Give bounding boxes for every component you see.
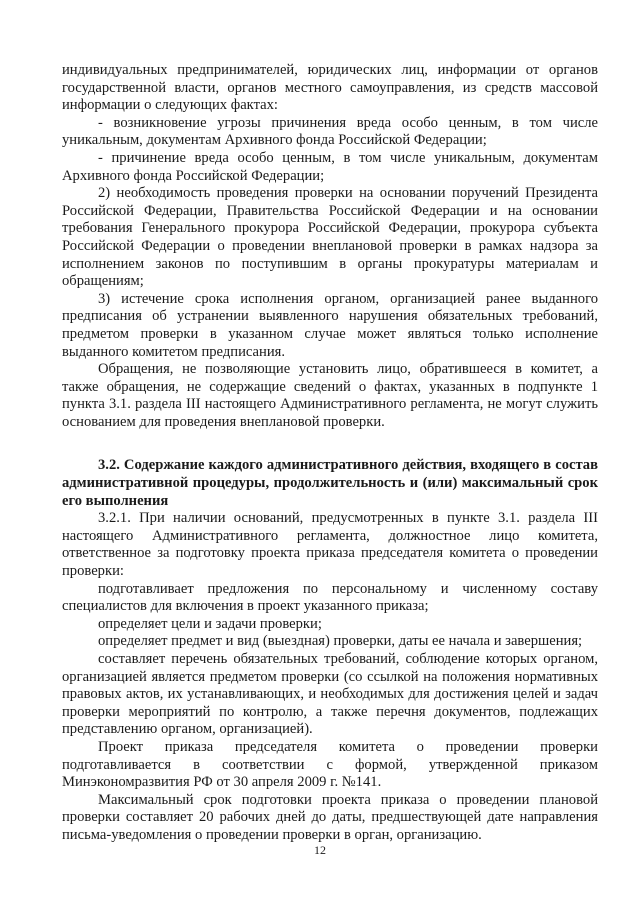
- paragraph-appeals-note: Обращения, не позволяющие установить лицо, обратившееся в комитет, а также обращения, не содержащие сведений о фактах, указанных в подпункте 1 пункта 3.1. раздела III настоящего Административного регламента, не могут служить основанием для проведения внеплановой проверки.: [62, 361, 598, 430]
- paragraph-item-3: 3) истечение срока исполнения органом, организацией ранее выданного предписания об устранении выявленного нарушения обязательных требований, предметом проверки в указанном случае может являться только исполнение выданного комитетом предписания.: [62, 290, 598, 360]
- paragraph-prepares-proposals: подготавливает предложения по персональному и численному составу специалистов для включения в проект указанного приказа;: [62, 580, 598, 615]
- paragraph-harm-item: - причинение вреда особо ценным, в том числе уникальным, документам Архивного фонда Российской Федерации;: [62, 149, 598, 184]
- page-number: 12: [314, 843, 326, 857]
- paragraph-item-2: 2) необходимость проведения проверки на основании поручений Президента Российской Федерации, Правительства Российской Федерации и на основании требования Генерального прокурора Российской Федерации, прокурора субъекта Российской Федерации о проведении внеплановой проверки в рамках надзора за исполнением законов по поступившим в органы прокуратуры материалам и обращениям;: [62, 185, 598, 290]
- paragraph-threat-item: - возникновение угрозы причинения вреда особо ценным, в том числе уникальным, документам Архивного фонда Российской Федерации;: [62, 114, 598, 149]
- paragraph-max-term: Максимальный срок подготовки проекта приказа о проведении плановой проверки составляет 20 рабочих дней до даты, предшествующей дате направления письма-уведомления о проведении проверки в орган, организацию.: [62, 791, 598, 843]
- section-spacer: [62, 431, 598, 457]
- paragraph-defines-subject: определяет предмет и вид (выездная) проверки, даты ее начала и завершения;: [98, 633, 583, 650]
- paragraph-3-2-1: 3.2.1. При наличии оснований, предусмотренных в пункте 3.1. раздела III настоящего Административного регламента, должностное лицо комитета, ответственное за подготовку проекта приказа председателя комитета о проведении проверки:: [62, 510, 598, 580]
- paragraph-draft-order: Проект приказа председателя комитета о проведении проверки подготавливается в соответствии с формой, утвержденной приказом Минэкономразвития РФ от 30 апреля 2009 г. №141.: [62, 738, 598, 791]
- paragraph-compiles-list: составляет перечень обязательных требований, соблюдение которых органом, организацией является предметом проверки (со ссылкой на положения нормативных правовых актов, их устанавливающих, и необходимых для достижения целей и задач проверки мероприятий по контролю, а также перечня документов, подлежащих представлению органом, организацией).: [62, 651, 598, 738]
- section-heading-3-2: 3.2. Содержание каждого административного действия, входящего в состав административной процедуры, продолжительность и (или) максимальный срок его выполнения: [62, 457, 598, 509]
- paragraph-defines-goals: определяет цели и задачи проверки;: [98, 615, 322, 632]
- document-page: [62, 62, 598, 845]
- paragraph-continuation: индивидуальных предпринимателей, юридических лиц, информации от органов государственной власти, органов местного самоуправления, из средств массовой информации о следующих фактах:: [62, 62, 598, 114]
